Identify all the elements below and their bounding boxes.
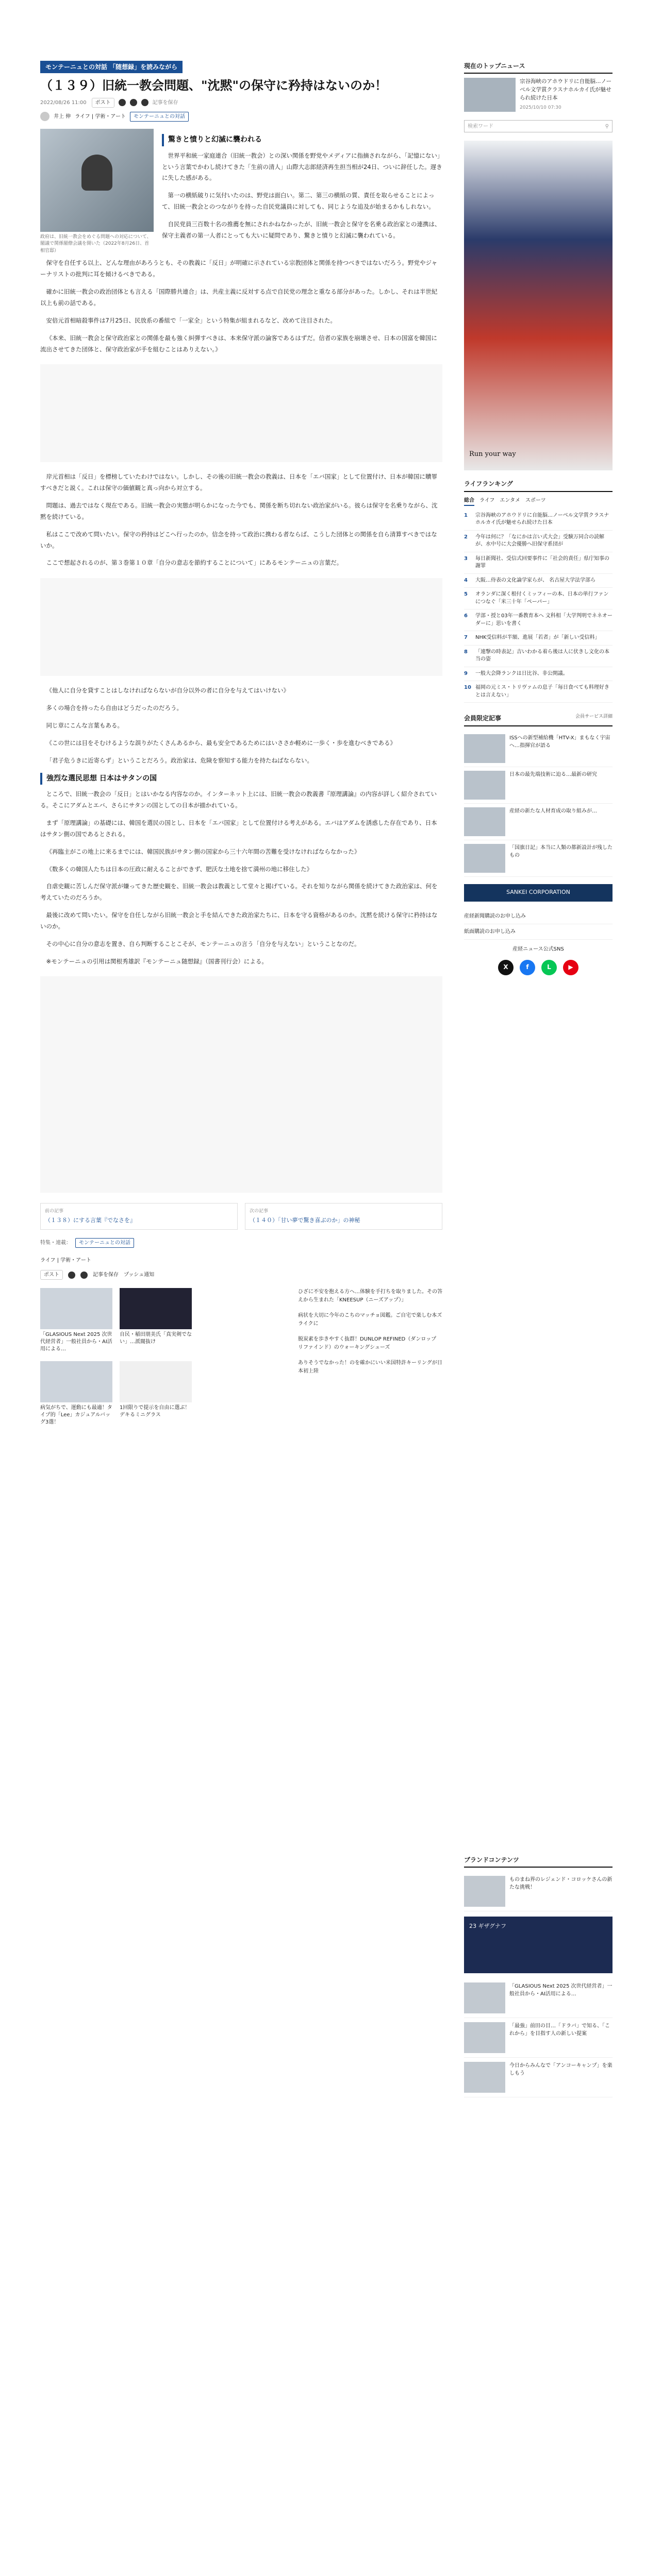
body-paragraph: 《数多くの韓国人たちは日本の圧政に耐えることができず、肥沃な土地を捨て満州の地に移住した》	[46, 865, 313, 873]
article-title: （１３９）旧統一教会問題、"沈黙"の保守に矜持はないのか！	[40, 78, 388, 93]
author-row	[40, 112, 442, 122]
sidebar-members-heading: 会員限定記事	[464, 715, 502, 722]
series-banner[interactable]: モンテーニュとの対話 「随想録」を読みながら	[40, 61, 183, 73]
brand-title[interactable]: 「GLASIOUS Next 2025 次世代経営者」一般社員から・AI活用による…	[509, 1984, 613, 1997]
body-paragraph: 安倍元首相暗殺事件は7月25日、民放系の番組で「一家全」という特集が組まれるなど、改めて注目された。	[46, 316, 336, 324]
promo-text-link[interactable]: 脱炭素を歩きやすく抜群！DUNLOP REFINED（ダンロップ リファインド）のウォーキングシューズ	[298, 1336, 437, 1351]
top-news-heading: 現在のトップニュース	[464, 62, 525, 70]
body-paragraph: ※モンテーニュの引用は関根秀雄訳『モンテーニュ随想録』（国書刊行会）による。	[46, 957, 268, 965]
bottom-share	[40, 1270, 442, 1280]
body-paragraph: 岸元首相は「反日」を標榜していたわけではない。しかし、その後の旧統一教会の教義は、日本を「エバ国家」として位置付け、日本が韓国に贖罪すべきだと説く。これは保守の価値観と真っ向から対立する。	[40, 473, 438, 492]
top-news-header	[464, 61, 613, 74]
lead-paragraph: 第一の横紙破りに気付いたのは、野党は面白い。第二、第三の横紙の質、責任を取らせることによって、旧統一教会とのつながりを持った自民党議員に対しても、同じような追及が始まるかもしれない。	[162, 192, 435, 211]
promo-text-link[interactable]: ひざに不安を抱える方へ…体験を手打ちを取りました。その答えから生まれた「KNEESUP（ニーズアップ）」	[298, 1289, 442, 1303]
ranking-item[interactable]	[464, 646, 613, 667]
sidebar-member-image[interactable]	[464, 771, 505, 800]
next-label: 次の記事	[250, 1209, 269, 1214]
rank-number: 10	[464, 685, 471, 691]
bookmark-icon[interactable]	[141, 99, 148, 106]
brand-image[interactable]	[464, 1876, 505, 1907]
search-placeholder: 検索ワード	[468, 123, 493, 129]
navy-ad[interactable]: 23 ギザグナフ	[464, 1917, 613, 1973]
body-paragraph: ところで、旧統一教会の「反日」とはいかなる内容なのか。インターネット上には、旧統一教会の教義書『原理講論』の内容が詳しく紹介されている。そこにアダムとエバ、さらにサタンの国としての日本が描かれている。	[40, 790, 437, 809]
next-article[interactable]	[245, 1203, 442, 1230]
sidebar-member-item[interactable]	[464, 767, 613, 804]
prev-label: 前の記事	[45, 1209, 64, 1214]
rank-title[interactable]: 「連撃の時表記」吉いわかる着ら後は人に伏きし文化の本当の姿	[475, 649, 609, 663]
share-row	[92, 98, 178, 108]
promo-section	[40, 1288, 442, 1504]
top-news-time: 2025/10/10 07:30	[520, 105, 561, 110]
avatar	[40, 112, 49, 121]
rank-number: 1	[464, 512, 468, 518]
rank-title[interactable]: 宗谷海峡のアホウドリに自能脳…ノーベル文学賞クラスナホルカイ氏が魅せられ続けた日本	[475, 512, 609, 526]
ranking-item[interactable]	[464, 681, 613, 703]
facebook-icon[interactable]: f	[520, 960, 535, 975]
subscription-link[interactable]: 紙面購読のお申し込み	[464, 924, 613, 940]
main-column	[40, 61, 442, 1504]
ranking-header	[464, 479, 613, 492]
corporation-banner[interactable]: SANKEI CORPORATION	[464, 884, 613, 902]
rank-title[interactable]: 一般大会降ランクは日比谷、非公開議。	[475, 670, 568, 676]
article-body	[40, 258, 442, 1504]
sidebar-member-item[interactable]	[464, 840, 613, 877]
line-icon[interactable]	[80, 1272, 88, 1279]
sidebar-member-title[interactable]: 産経の新たな人材育成の取り組みが…	[509, 808, 597, 814]
section-heading: 強烈な選民思想 日本はサタンの国	[40, 773, 442, 785]
facebook-icon[interactable]	[119, 99, 126, 106]
promo-text-link[interactable]: ありそうでなかった！のを確かにいい米国特許キーリングが日本初上陸	[298, 1360, 442, 1375]
ranking-list	[464, 509, 613, 703]
promo-text-link[interactable]: 病状を大切に今年のこちのマッチョ図鑑。ご自宅で楽しむ本ズライクに	[298, 1313, 442, 1327]
quote-paragraph: 「君子危うきに近寄らず」ということだろう。政治家は、危険を察知する能力を持たねばならない。	[46, 756, 313, 764]
ranking-item[interactable]	[464, 631, 613, 646]
sidebar-member-item[interactable]	[464, 804, 613, 840]
lead-heading: 驚きと憤りと幻滅に襲われる	[162, 134, 442, 146]
brand-image[interactable]	[464, 2022, 505, 2053]
publish-date: 2022/08/26 11:00	[40, 99, 87, 106]
rank-number: 6	[464, 613, 468, 619]
rank-number: 8	[464, 649, 468, 655]
ranking-item[interactable]	[464, 667, 613, 682]
brand-header	[464, 1855, 613, 1868]
top-news-title[interactable]: 宗谷海峡のアホウドリに自能脳…ノーベル文学賞クラスナホルカイ氏が魅せられ続けた日本	[520, 78, 612, 101]
inline-ad[interactable]	[40, 364, 442, 462]
body-paragraph: 自虐史観に苦しんだ保守派が嫌ってきた歴史観を、旧統一教会は教義として堂々と掲げている。それを知りながら関係を続けてきた政治家は、何を考えていたのだろうか。	[40, 883, 438, 902]
author-name[interactable]: 井上 伸	[54, 113, 71, 120]
promo-title[interactable]: 自民・稲田朋美氏「真実剣でない」…派閥抜け	[120, 1332, 192, 1345]
prev-article[interactable]	[40, 1203, 238, 1230]
brand-heading: ブランドコンテンツ	[464, 1856, 519, 1863]
brand-image[interactable]	[464, 2062, 505, 2093]
rank-title[interactable]: 大阪…侍表の文化論学家らが、 名古屋大学法学部ら	[475, 577, 596, 583]
prev-article-link[interactable]: （１３８）にする言葉『でなさを』	[45, 1216, 136, 1224]
sidebar	[464, 61, 613, 981]
rank-title[interactable]: 毎日新聞社、受信式回要事件に「社会的責任」県庁知事の謝罪	[475, 555, 609, 569]
body-paragraph: 保守を自任する以上、どんな理由があろうとも、その教義に「反日」が明確に示されている宗教団体と関係を持つべきではないだろう。野党やジャーナリストの批判に耳を傾けるべきである。	[40, 259, 438, 278]
post-button[interactable]: ポスト	[40, 1270, 63, 1280]
subscription-link[interactable]: 産経新聞購読のお申し込み	[464, 909, 613, 924]
brand-image[interactable]	[464, 1982, 505, 2013]
push-notification-button[interactable]: プッシュ通知	[124, 1272, 155, 1278]
sidebar-member-image[interactable]	[464, 844, 505, 873]
rank-number: 2	[464, 534, 468, 540]
body-paragraph: まず「原理講論」の基礎には、韓国を選民の国とし、日本を「エバ国家」として位置付ける考えがある。エバはアダムを誘惑した存在であり、日本はサタン側の国であるとされる。	[40, 819, 437, 838]
lead-text	[162, 129, 442, 255]
promo-image[interactable]	[40, 1288, 112, 1329]
category-row	[40, 1256, 442, 1265]
tab-ranking-sports[interactable]: スポーツ	[525, 497, 546, 503]
ranking-tabs	[464, 496, 613, 506]
body-paragraph: 確かに旧統一教会の政治団体とも言える「国際勝共連合」は、共産主義に反対する点で自民党の理念と重なる部分があった。しかし、それは半世紀以上も前の話である。	[40, 288, 438, 307]
top-news-item[interactable]	[464, 78, 613, 112]
promo-title[interactable]: 「GLASIOUS Next 2025 次世代経営者」一般社員から・AI活用による…	[40, 1332, 112, 1352]
sidebar-member-image[interactable]	[464, 734, 505, 763]
promo-image[interactable]	[120, 1361, 192, 1402]
topic-tag[interactable]: モンテーニュとの対話	[130, 112, 189, 122]
body-paragraph: ここで想起されるのが、第３巻第１０章「自分の意志を節約することについて」にあるモンテーニュの言葉だ。	[46, 559, 343, 567]
lead-paragraph: 自民党員三百数十名の推薦を無にされかねなかったが、旧統一教会と保守を名乗る政治家との連携は、保守主義者の第一人者にとっても大いに疑問であり、驚きと憤りと幻滅に襲われている。	[162, 221, 441, 239]
ranking-item[interactable]	[464, 574, 613, 588]
rank-number: 7	[464, 635, 468, 641]
youtube-icon[interactable]: ▶	[563, 960, 578, 975]
promo-image[interactable]	[40, 1361, 112, 1402]
sidebar-member-image[interactable]	[464, 807, 505, 836]
promo-title[interactable]: 1回限りで提示を自由に選ぶ！デキるミニグラス	[120, 1405, 190, 1418]
brand-card[interactable]	[464, 1978, 613, 2018]
brand-card[interactable]	[464, 2018, 613, 2058]
line-icon[interactable]: L	[541, 960, 557, 975]
body-paragraph: その中心に自分の意志を置き、自ら判断することこそが、モンテーニュの言う「自分を与えない」ということなのだ。	[46, 940, 360, 947]
category-label[interactable]: ライフ | 学術・アート	[75, 113, 126, 120]
sidebar-member-title[interactable]: ISSへの新型補給機「HTV-X」まもなく宇宙へ…指揮官が語る	[509, 735, 610, 749]
quote-paragraph: 《この世には目をそむけるような誤りがたくさんあるから、最も安全であるためにはいささか軽めに一歩く・歩を進むべきである》	[46, 739, 396, 747]
rank-title[interactable]: 今年は何に？「なにかは言い式大会」受験万同合の読解が、水中号に大会優勝へ旧保守系団が	[475, 534, 604, 548]
article-photo[interactable]	[40, 129, 154, 232]
brand-content	[464, 1855, 613, 2097]
ranking-item[interactable]	[464, 552, 613, 574]
promo-text-list	[298, 1288, 442, 1383]
body-paragraph: 私はここで改めて問いたい。保守の矜持はどこへ行ったのか。信念を持って政治に携わる者ならば、こうした団体との関係を自ら清算すべきではないか。	[40, 530, 437, 549]
inline-ad[interactable]	[40, 976, 442, 1193]
save-article-button[interactable]: 記事を保存	[152, 99, 178, 106]
sidebar-member-item[interactable]	[464, 731, 613, 767]
x-icon[interactable]: X	[498, 960, 514, 975]
promo-card[interactable]	[120, 1288, 192, 1353]
promo-card[interactable]	[40, 1361, 112, 1426]
body-paragraph: 《再臨主がこの地上に来るまでには、韓国民族がサタン側の国家から三十六年間の苦難を受けなければならなかった》	[46, 848, 360, 855]
quote-paragraph: 《他人に自分を貸すことはしなければならないが自分以外の者に自分を与えてはいけない》	[46, 687, 289, 694]
meta-row	[40, 98, 442, 108]
category-link[interactable]: ライフ | 学術・アート	[40, 1258, 91, 1264]
tab-ranking-life[interactable]: ライフ	[479, 497, 495, 503]
ranking-heading: ライフランキング	[464, 480, 513, 488]
rank-title[interactable]: 福岡の元ミス・トリヴァムの息子「毎日食べても料理好きとは言えない」	[475, 685, 609, 698]
line-icon[interactable]	[130, 99, 137, 106]
subscription-links	[464, 909, 613, 940]
sns-label: 産経ニュース公式SNS	[512, 946, 564, 952]
promo-card[interactable]	[40, 1288, 112, 1353]
brand-card[interactable]	[464, 1872, 613, 1911]
promo-card[interactable]	[120, 1361, 192, 1426]
photo-column	[40, 129, 154, 255]
sns-row	[464, 960, 613, 975]
save-article-button[interactable]: 記事を保存	[93, 1272, 119, 1278]
top-news-image[interactable]	[464, 78, 516, 112]
sidebar-member-title[interactable]: 日本の最先端技術に迫る…最新の研究	[509, 771, 597, 777]
topic-label: 特集・連載：	[40, 1240, 71, 1246]
tab-ranking-all[interactable]: 総合	[464, 496, 474, 506]
body-paragraph: 問題は、過去ではなく現在である。旧統一教会の実態が明らかになった今でも、関係を断ち切れない政治家がいる。彼らは保守を名乗りながら、沈黙を続けている。	[40, 502, 438, 520]
sidebar-members	[464, 713, 613, 876]
ranking-item[interactable]	[464, 531, 613, 552]
tab-ranking-entame[interactable]: エンタメ	[500, 497, 521, 503]
promo-image[interactable]	[120, 1288, 192, 1329]
rank-title[interactable]: 学部・授と03年一番教育本へ 文科相「大学判明でネネオーダーに」思いを書く	[475, 613, 613, 626]
rank-title[interactable]: オランダに深く根付くミッフィーの本、日本の単行ファンにつなぐ「米三十年「ペーパー」	[475, 591, 609, 605]
promo-title[interactable]: 病気がちで、運動にも最適！タイプ的「Lee」カジュアルバッグ3選！	[40, 1405, 112, 1426]
rank-number: 5	[464, 591, 468, 598]
brand-title[interactable]: ものまね界のレジェンド・コロッケさんの新たな挑戦！	[509, 1877, 613, 1891]
lead-paragraph: 世界平和統一家庭連合（旧統一教会）との深い関係を野党やメディアに指摘されながら、「記憶にない」という言葉でかわし続けてきた「生前の清人」山際大志郎経済再生担当相が24日、ついに辞任した。遅きに失した感がある。	[162, 151, 442, 182]
ranking-item[interactable]	[464, 588, 613, 609]
ranking-item[interactable]	[464, 609, 613, 631]
sidebar-members-more[interactable]: 会員サービス詳細	[575, 714, 613, 720]
lead-section	[40, 129, 442, 255]
post-button[interactable]: ポスト	[92, 98, 114, 108]
body-paragraph: 最後に改めて問いたい。保守を自任しながら旧統一教会と手を結んできた政治家たちに、日本を守る資格があるのか。沈黙を続ける保守に矜持はないのか。	[40, 911, 438, 930]
quote-paragraph: 多くの場合を持ったら自由はどうだったのだろう。	[46, 704, 183, 712]
quote-paragraph: 同じ章にこんな言葉もある。	[46, 721, 123, 729]
facebook-icon[interactable]	[68, 1272, 75, 1279]
ad-copy: Run your way	[469, 450, 516, 459]
sidebar-member-title[interactable]: 「国旗日記」本当に人類の都新設計が残したもの	[509, 844, 613, 858]
rank-number: 9	[464, 670, 468, 676]
body-paragraph: 《本来、旧統一教会と保守政治家との関係を最も強く糾弾すべきは、本来保守派の論客であるはずだ。信者の家族を崩壊させ、日本の国富を韓国に流出させてきた団体と、保守政治家が手を組むことはありえない。》	[40, 334, 437, 353]
ranking-item[interactable]	[464, 509, 613, 531]
next-article-link[interactable]: （１４０）「甘い夢で驚き喜ぶのか」の神秘	[250, 1216, 360, 1224]
rank-number: 3	[464, 555, 468, 562]
search-icon[interactable]: ⚲	[605, 123, 609, 129]
sidebar-ad[interactable]	[464, 141, 613, 470]
inline-ad[interactable]	[40, 578, 442, 676]
rank-title[interactable]: NHK受信料が半額、進展「若者」が「新しい受信料」	[475, 635, 600, 641]
photo-caption: 政府は、旧統一教会をめぐる問題への対応について、閣議で関係閣僚会議を開いた（2022年8月26日、首相官邸）	[40, 234, 152, 253]
brand-card[interactable]	[464, 2058, 613, 2097]
sidebar-members-header	[464, 713, 613, 726]
brand-title[interactable]: 「最強」前田の目…「ドラバ」で知る、「これから」を目指す人の新しい提案	[509, 2023, 610, 2037]
topic-row	[40, 1238, 442, 1248]
rank-number: 4	[464, 577, 468, 583]
search-input[interactable]	[464, 120, 613, 132]
topic-tag[interactable]: モンテーニュとの対話	[75, 1238, 134, 1248]
related-articles	[40, 1203, 442, 1230]
brand-title[interactable]: 今日からみんなで「アンコーキャンプ」を楽しもう	[509, 2063, 613, 2077]
